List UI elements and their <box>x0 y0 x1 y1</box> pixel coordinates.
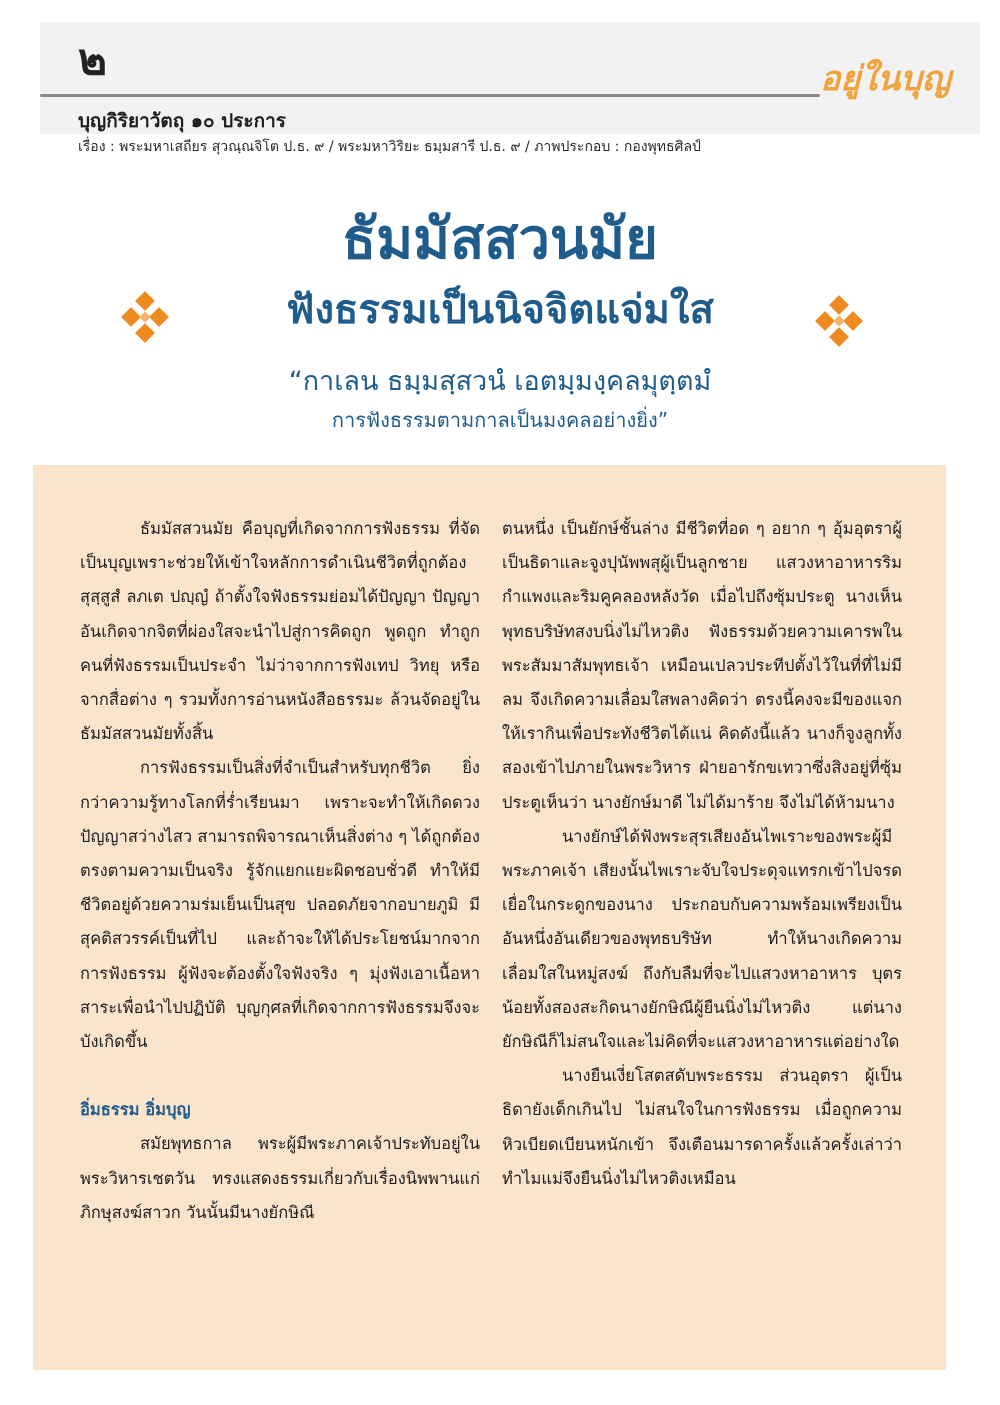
right-column <box>502 512 902 1196</box>
paragraph: นางยืนเงี่ยโสตสดับพระธรรม ส่วนอุตรา ผู้เป็นธิดายังเด็กเกินไป ไม่สนใจในการฟังธรรม เมื่อถูกความหิวเบียดเบียนหนักเข้า จึงเตือนมารดาครั้งแล้วครั้งเล่าว่า ทำไมแม่จึงยืนนิ่งไม่ไหวติงเหมือน <box>502 1066 902 1188</box>
left-column <box>80 512 480 1230</box>
paragraph: การฟังธรรมเป็นสิ่งที่จำเป็นสำหรับทุกชีวิต ยิ่งกว่าความรู้ทางโลกที่ร่ำเรียนมา เพราะจะทำให้เกิดดวงปัญญาสว่างไสว สามารถพิจารณาเห็นสิ่งต่าง ๆ ได้ถูกต้องตรงตามความเป็นจริง รู้จักแยกแยะผิดชอบชั่วดี ทำให้มีชีวิตอยู่ด้วยความร่มเย็นเป็นสุข ปลอดภัยจากอบายภูมิ มีสุคติสวรรค์เป็นที่ไป และถ้าจะให้ได้ประโยชน์มากจากการฟังธรรม ผู้ฟังจะต้องตั้งใจฟังจริง ๆ มุ่งฟังเอาเนื้อหาสาระเพื่อนำไปปฏิบัติ บุญกุศลที่เกิดจากการฟังธรรมจึงจะบังเกิดขึ้น <box>80 758 480 1052</box>
paragraph: ตนหนึ่ง เป็นยักษ์ชั้นล่าง มีชีวิตที่อด ๆ อยาก ๆ อุ้มอุตราผู้เป็นธิดาและจูงปุนัพพสุผู้เป็นลูกชาย แสวงหาอาหารริมกำแพงและริมคูคลองหลังวัด เมื่อไปถึงซุ้มประตู นางเห็นพุทธบริษัทสงบนิ่งไม่ไหวติง ฟังธรรมด้วยความเคารพในพระสัมมาสัมพุทธเจ้า เหมือนเปลวประทีปตั้งไว้ในที่ที่ไม่มีลม จึงเกิดความเลื่อมใสพลางคิดว่า ตรงนี้คงจะมีของแจกให้เรากินเพื่อประทังชีวิตได้แน่ คิดดังนี้แล้ว นางก็จูงลูกทั้งสองเข้าไปภายในพระวิหาร ฝ่ายอารักขเทวาซึ่งสิงอยู่ที่ซุ้มประตูเห็นว่า นางยักษ์มาดี ไม่ได้มาร้าย จึงไม่ได้ห้ามนาง <box>502 519 902 812</box>
section-title: บุญกิริยาวัตถุ ๑๐ ประการ <box>78 110 287 132</box>
magazine-logo: อยู่ในบุญ <box>820 59 951 99</box>
diamond-cluster-icon <box>814 296 864 346</box>
article-credits: เรื่อง : พระมหาเสถียร สุวณฺณจิโต ป.ธ. ๙ / พระมหาวิริยะ ธมฺมสารี ป.ธ. ๙ / ภาพประกอบ : กองพุทธศิลป์ <box>78 139 701 155</box>
header-divider <box>40 94 820 97</box>
quote-translation: การฟังธรรมตามกาลเป็นมงคลอย่างยิ่ง” <box>331 408 669 432</box>
paragraph: ธัมมัสสวนมัย คือบุญที่เกิดจากการฟังธรรม ที่จัดเป็นบุญเพราะช่วยให้เข้าใจหลักการดำเนินชีวิตที่ถูกต้อง สุสฺสูสํ ลภเต ปญฺญํ ถ้าตั้งใจฟังธรรมย่อมได้ปัญญา ปัญญาอันเกิดจากจิตที่ผ่องใสจะนำไปสู่การคิดถูก พูดถูก ทำถูก คนที่ฟังธรรมเป็นประจำ ไม่ว่าจากการฟังเทป วิทยุ หรือจากสื่อต่าง ๆ รวมทั้งการอ่านหนังสือธรรมะ ล้วนจัดอยู่ในธัมมัสสวนมัยทั้งสิ้น <box>80 519 480 744</box>
subheading: อิ่มธรรม อิ่มบุญ <box>80 1100 191 1120</box>
page-number: ๒ <box>78 34 108 85</box>
pali-quote: “กาเลน ธมฺมสฺสวนํ เอตมฺมงฺคลมุตฺตมํ <box>288 366 712 397</box>
paragraph: นางยักษ์ได้ฟังพระสุรเสียงอันไพเราะของพระผู้มีพระภาคเจ้า เสียงนั้นไพเราะจับใจประดุจแทรกเข้าไปจรดเยื่อในกระดูกของนาง ประกอบกับความพร้อมเพรียงเป็นอันหนึ่งอันเดียวของพุทธบริษัท ทำให้นางเกิดความเลื่อมใสในหมู่สงฆ์ ถึงกับลืมที่จะไปแสวงหาอาหาร บุตรน้อยทั้งสองสะกิดนางยักษิณีผู้ยืนนิ่งไม่ไหวติง แต่นางยักษิณีก็ไม่สนใจและไม่คิดที่จะแสวงหาอาหารแต่อย่างใด <box>502 826 902 1052</box>
spacer <box>80 1059 480 1093</box>
article-title: ธัมมัสสวนมัย <box>342 207 658 272</box>
article-subtitle: ฟังธรรมเป็นนิจจิตแจ่มใส <box>286 287 714 333</box>
paragraph: สมัยพุทธกาล พระผู้มีพระภาคเจ้าประทับอยู่ในพระวิหารเชตวัน ทรงแสดงธรรมเกี่ยวกับเรื่องนิพพานแก่ภิกษุสงฆ์สาวก วันนั้นมีนางยักษิณี <box>80 1134 480 1222</box>
